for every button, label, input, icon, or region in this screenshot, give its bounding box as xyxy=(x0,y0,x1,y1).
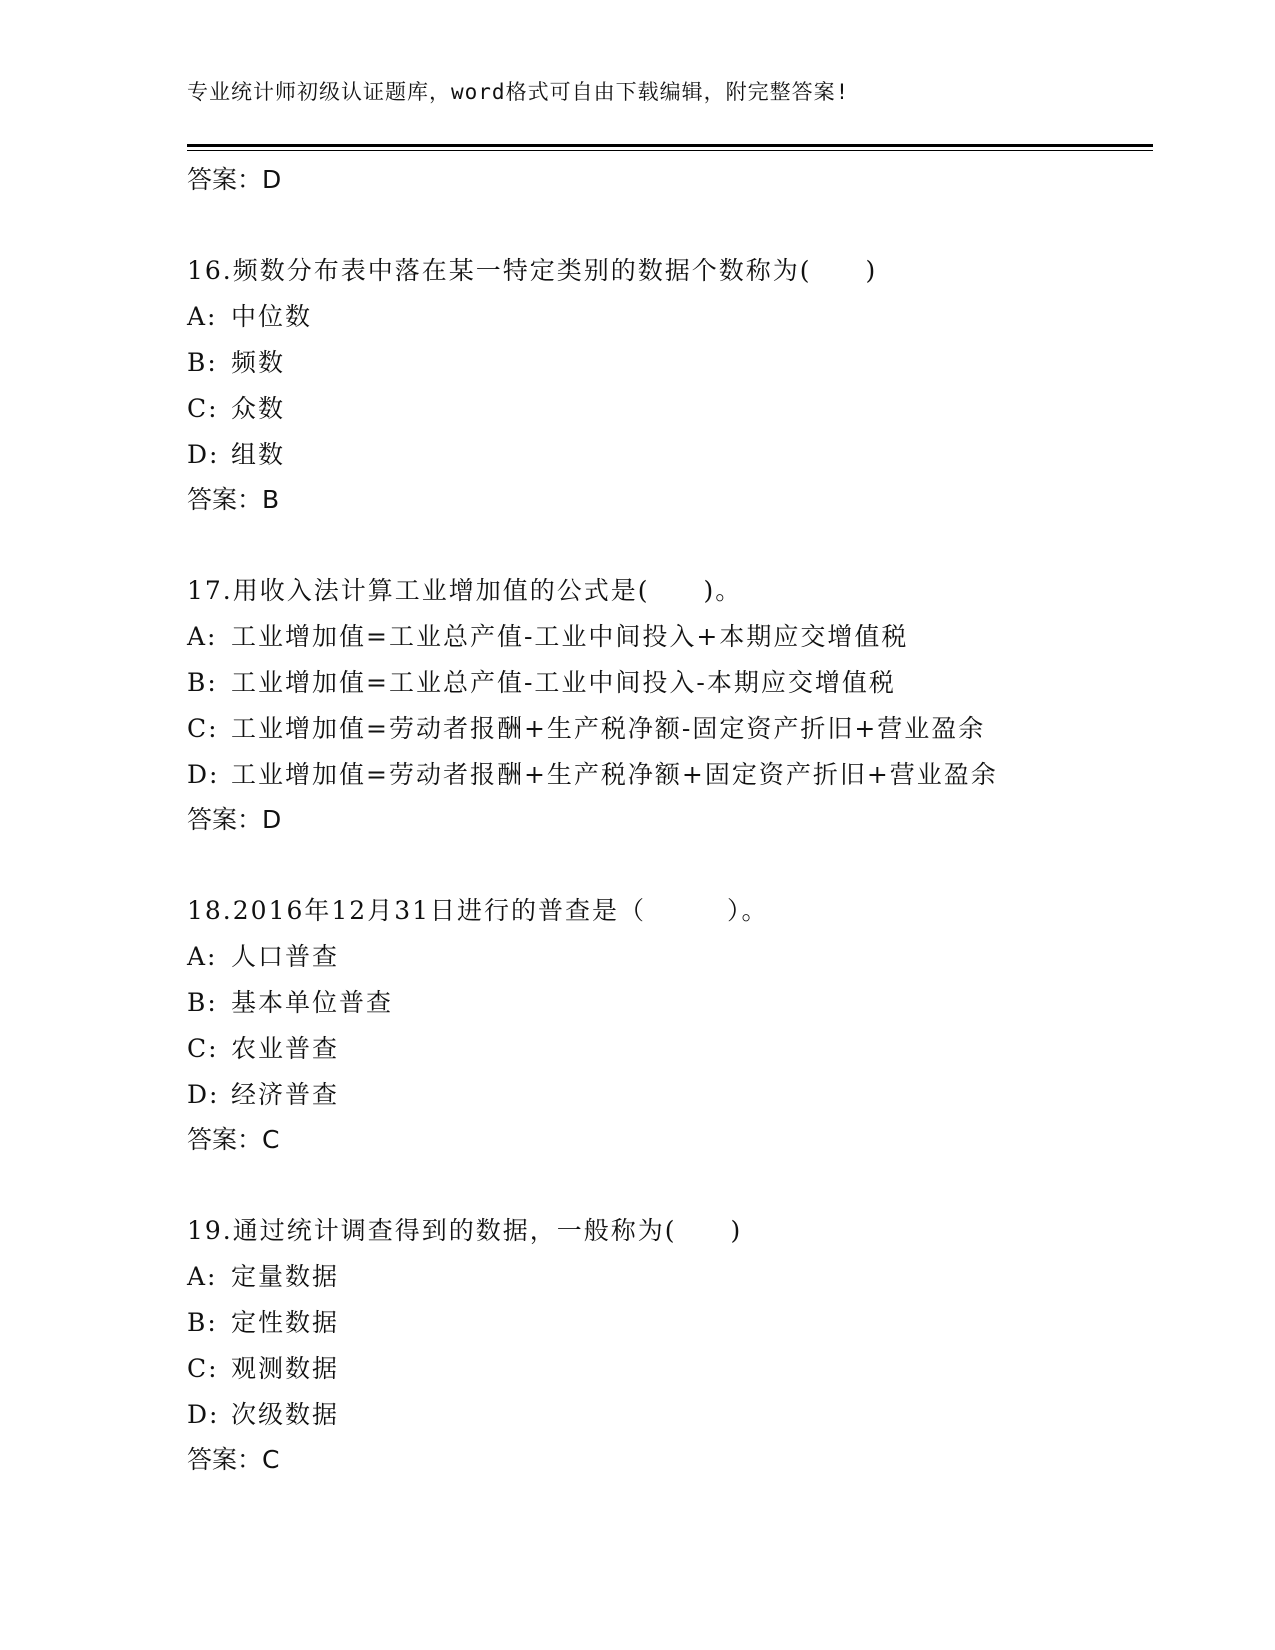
option-text: 频数 xyxy=(231,348,286,377)
option-text: 经济普查 xyxy=(231,1080,340,1109)
question-19 xyxy=(187,1208,1167,1482)
option-key: C: xyxy=(187,714,219,743)
question-stem: 17.用收入法计算工业增加值的公式是( )。 xyxy=(187,576,743,605)
option-text: 人口普查 xyxy=(231,942,340,971)
option-text: 基本单位普查 xyxy=(231,988,394,1017)
option-c xyxy=(187,1346,1167,1392)
option-key: B: xyxy=(187,988,218,1017)
question-stem: 16.频数分布表中落在某一特定类别的数据个数称为( ) xyxy=(187,256,878,285)
option-text: 农业普查 xyxy=(231,1034,340,1063)
option-key: A: xyxy=(187,1262,218,1291)
option-text: 众数 xyxy=(231,394,286,423)
option-a xyxy=(187,1254,1167,1300)
option-key: C: xyxy=(187,1354,219,1383)
option-key: C: xyxy=(187,394,219,423)
option-a xyxy=(187,294,1167,340)
option-key: C: xyxy=(187,1034,219,1063)
option-a xyxy=(187,934,1167,980)
answer-line: 答案：D xyxy=(187,805,282,834)
option-text: 定性数据 xyxy=(231,1308,340,1337)
option-key: B: xyxy=(187,1308,218,1337)
option-key: D: xyxy=(187,1400,220,1429)
question-list xyxy=(187,158,1167,1482)
option-d xyxy=(187,1392,1167,1438)
option-b xyxy=(187,340,1167,386)
option-b xyxy=(187,980,1167,1026)
option-key: B: xyxy=(187,348,218,377)
answer-line: 答案：B xyxy=(187,485,280,514)
option-c xyxy=(187,386,1167,432)
option-key: D: xyxy=(187,1080,220,1109)
option-d xyxy=(187,432,1167,478)
header-rule-thick xyxy=(187,144,1153,147)
option-key: A: xyxy=(187,942,218,971)
option-text: 工业增加值=工业总产值-工业中间投入-本期应交增值税 xyxy=(231,668,896,697)
page-header: 专业统计师初级认证题库，word格式可自由下载编辑，附完整答案! xyxy=(187,80,850,104)
option-text: 定量数据 xyxy=(231,1262,340,1291)
answer-line: 答案：C xyxy=(187,1125,280,1154)
question-stem: 19.通过统计调查得到的数据，一般称为( ) xyxy=(187,1216,743,1245)
question-stem: 18.2016年12月31日进行的普查是（ ）。 xyxy=(187,896,769,925)
option-d xyxy=(187,752,1167,798)
option-key: A: xyxy=(187,302,218,331)
option-key: A: xyxy=(187,622,218,651)
option-text: 工业增加值=劳动者报酬+生产税净额+固定资产折旧+营业盈余 xyxy=(231,760,998,789)
option-text: 次级数据 xyxy=(231,1400,340,1429)
header-rule-thin xyxy=(187,150,1153,151)
answer-line: 答案：C xyxy=(187,1445,280,1474)
option-text: 工业增加值=劳动者报酬+生产税净额-固定资产折旧+营业盈余 xyxy=(231,714,986,743)
option-text: 观测数据 xyxy=(231,1354,340,1383)
option-b xyxy=(187,1300,1167,1346)
option-text: 组数 xyxy=(231,440,286,469)
question-18 xyxy=(187,888,1167,1162)
option-key: D: xyxy=(187,760,220,789)
option-key: D: xyxy=(187,440,220,469)
option-a xyxy=(187,614,1167,660)
option-c xyxy=(187,706,1167,752)
option-text: 中位数 xyxy=(231,302,313,331)
question-16 xyxy=(187,248,1167,522)
option-key: B: xyxy=(187,668,218,697)
question-17 xyxy=(187,568,1167,842)
option-text: 工业增加值=工业总产值-工业中间投入+本期应交增值税 xyxy=(231,622,909,651)
option-c xyxy=(187,1026,1167,1072)
option-b xyxy=(187,660,1167,706)
option-d xyxy=(187,1072,1167,1118)
previous-answer: 答案：D xyxy=(187,165,282,194)
